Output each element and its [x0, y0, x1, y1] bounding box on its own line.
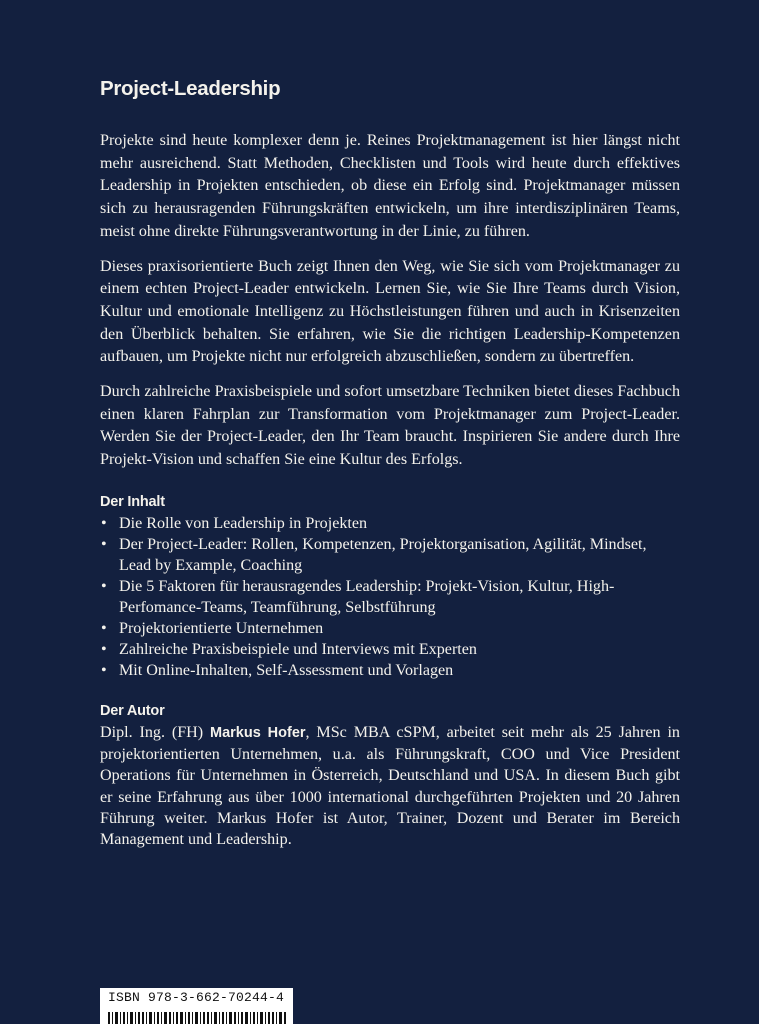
bullet-icon: •	[101, 577, 107, 595]
contents-item	[100, 534, 680, 576]
author-heading: Der Autor	[100, 702, 165, 719]
isbn-barcode-label	[100, 988, 293, 1024]
contents-item-text: Mit Online-Inhalten, Self-Assessment und Vorlagen	[119, 661, 454, 679]
contents-item	[100, 618, 680, 639]
contents-item-text: Der Project-Leader: Rollen, Kompetenzen, Projektorganisation, Agilität, Mindset, Lead by Example, Coaching	[119, 535, 647, 574]
author-title-prefix: Dipl. Ing. (FH)	[100, 723, 211, 741]
contents-item-text: Zahlreiche Praxisbeispiele und Interviews mit Experten	[119, 640, 477, 658]
contents-item	[100, 660, 680, 681]
contents-item	[100, 513, 680, 534]
description-paragraph-1: Projekte sind heute komplexer denn je. Reines Projektmanagement ist hier längst nicht mehr ausreichend. Statt Methoden, Checklisten und Tools wird heute durch effektives Leadership in Projekten entschieden, ob diese ein Erfolg sind. Projektmanager müssen sich zu herausragenden Führungskräften entwickeln, um ihre interdisziplinären Teams, meist ohne direkte Führungsverantwortung in der Linie, zu führen.	[100, 132, 680, 240]
bullet-icon: •	[101, 535, 107, 553]
contents-item-text: Die Rolle von Leadership in Projekten	[119, 514, 368, 532]
barcode-icon	[108, 1012, 286, 1024]
description-paragraph-3: Durch zahlreiche Praxisbeispiele und sofort umsetzbare Techniken bietet dieses Fachbuch einen klaren Fahrplan zur Transformation vom Projektmanager zum Project-Leader. Werden Sie der Project-Leader, den Ihr Team braucht. Inspirieren Sie andere durch Ihre Projekt-Vision und schaffen Sie eine Kultur des Erfolgs.	[100, 383, 680, 469]
isbn-number: ISBN 978-3-662-70244-4	[108, 990, 285, 1005]
bullet-icon: •	[101, 640, 107, 658]
cover-text-block	[100, 76, 680, 851]
contents-heading: Der Inhalt	[100, 493, 165, 510]
bullet-icon: •	[101, 514, 107, 532]
author-bio-text: , MSc MBA cSPM, arbeitet seit mehr als 25 Jahren in projektorientierten Unternehmen, u.a. als Führungskraft, COO und Vice President Operations für Unternehmen in Österreich, Deutschland und USA. In diesem Buch gibt er seine Erfahrung aus über 1000 international durchgeführten Projekten und 20 Jahren Führung weiter. Markus Hofer ist Autor, Trainer, Dozent und Berater im Bereich Management und Leadership.	[100, 723, 680, 849]
author-bio	[100, 722, 680, 851]
contents-item	[100, 639, 680, 660]
contents-item-text: Die 5 Faktoren für herausragendes Leadership: Projekt-Vision, Kultur, High-Perfomance-Teams, Teamführung, Selbstführung	[119, 577, 615, 616]
bullet-icon: •	[101, 661, 107, 679]
book-title: Project-Leadership	[100, 77, 281, 100]
bullet-icon: •	[101, 619, 107, 637]
contents-list	[100, 513, 680, 681]
contents-item-text: Projektorientierte Unternehmen	[119, 619, 324, 637]
author-name: Markus Hofer	[210, 724, 306, 741]
description-paragraph-2: Dieses praxisorientierte Buch zeigt Ihnen den Weg, wie Sie sich vom Projektmanager zu einem echten Project-Leader entwickeln. Lernen Sie, wie Sie Ihre Teams durch Vision, Kultur und emotionale Intelligenz zu Höchstleistungen führen und auch in Krisenzeiten den Überblick behalten. Sie erfahren, wie Sie die richtigen Leadership-Kompetenzen aufbauen, um Projekte nicht nur erfolgreich abzuschließen, sondern zu übertreffen.	[100, 257, 680, 366]
contents-item	[100, 576, 680, 618]
